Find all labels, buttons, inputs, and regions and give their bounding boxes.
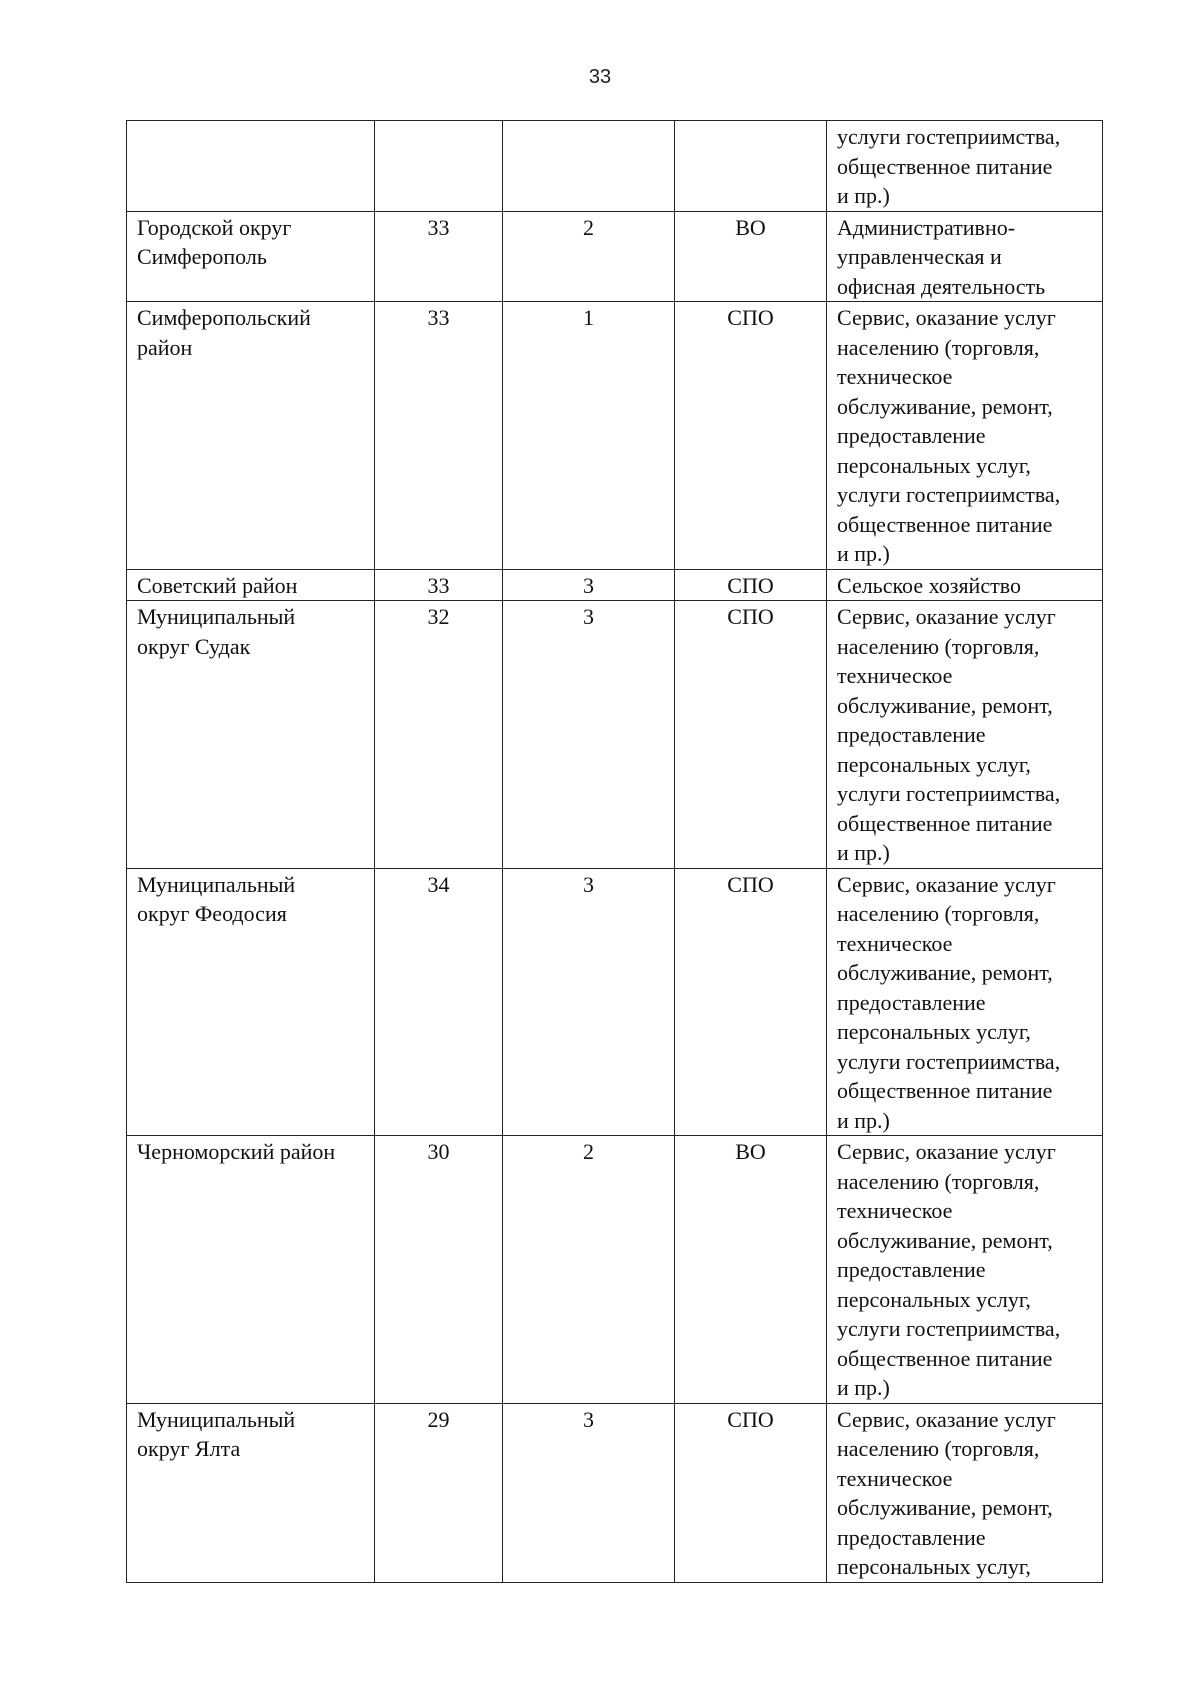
activity-line: услуги гостеприимства, bbox=[837, 482, 1061, 507]
activity-line: персональных услуг, bbox=[837, 452, 1031, 478]
cell-value-1: 34 bbox=[375, 868, 503, 1136]
table-row bbox=[127, 121, 1103, 212]
districts-table bbox=[126, 120, 1103, 1583]
table-row bbox=[127, 302, 1103, 570]
district-line: Муниципальный bbox=[137, 604, 296, 629]
table-row bbox=[127, 601, 1103, 869]
cell-value-1: 30 bbox=[375, 1136, 503, 1404]
district-line: Черноморский район bbox=[137, 1139, 336, 1164]
cell-value-1: 32 bbox=[375, 601, 503, 869]
cell-activity bbox=[827, 302, 1103, 570]
cell-district bbox=[127, 302, 375, 570]
activity-line: техническое bbox=[837, 663, 953, 688]
cell-education-level: СПО bbox=[675, 302, 827, 570]
cell-activity bbox=[827, 1136, 1103, 1404]
cell-value-1: 29 bbox=[375, 1403, 503, 1582]
table-row bbox=[127, 569, 1103, 601]
cell-district bbox=[127, 569, 375, 601]
cell-value-2: 1 bbox=[503, 302, 675, 570]
table-row bbox=[127, 211, 1103, 302]
activity-line: обслуживание, ремонт, bbox=[837, 1495, 1053, 1520]
cell-value-2: 3 bbox=[503, 1403, 675, 1582]
activity-line: обслуживание, ремонт, bbox=[837, 692, 1053, 718]
activity-line: населению (торговля, bbox=[837, 901, 1040, 926]
activity-line: Сервис, оказание услуг bbox=[837, 604, 1056, 629]
district-line: район bbox=[137, 334, 193, 360]
cell-education-level: ВО bbox=[675, 1136, 827, 1404]
activity-line: и пр.) bbox=[837, 840, 890, 865]
activity-line: и пр.) bbox=[837, 183, 890, 208]
cell-value-2: 2 bbox=[503, 1136, 675, 1404]
activity-line: офисная деятельность bbox=[837, 273, 1046, 299]
activity-line: обслуживание, ремонт, bbox=[837, 960, 1053, 985]
activity-line: Сельское хозяйство bbox=[837, 572, 1021, 598]
activity-line: предоставление bbox=[837, 423, 986, 448]
district-line: Городской округ bbox=[137, 214, 292, 240]
activity-line: обслуживание, ремонт, bbox=[837, 1227, 1053, 1253]
cell-value-1: 33 bbox=[375, 211, 503, 302]
cell-education-level: ВО bbox=[675, 211, 827, 302]
cell-value-2: 3 bbox=[503, 601, 675, 869]
activity-line: предоставление bbox=[837, 1257, 986, 1282]
cell-district bbox=[127, 601, 375, 869]
activity-line: общественное питание bbox=[837, 1345, 1053, 1371]
cell-district bbox=[127, 868, 375, 1136]
district-line: Советский район bbox=[137, 572, 298, 598]
activity-line: населению (торговля, bbox=[837, 1168, 1040, 1194]
activity-line: общественное питание bbox=[837, 511, 1053, 537]
cell-value-2 bbox=[503, 121, 675, 212]
activity-line: Административно- bbox=[837, 214, 1016, 240]
activity-line: населению (торговля, bbox=[837, 334, 1040, 360]
activity-line: услуги гостеприимства, bbox=[837, 781, 1061, 806]
cell-education-level: СПО bbox=[675, 601, 827, 869]
district-line: округ Ялта bbox=[137, 1436, 241, 1461]
activity-line: техническое bbox=[837, 364, 953, 389]
activity-line: услуги гостеприимства, bbox=[837, 1316, 1061, 1341]
activity-line: общественное питание bbox=[837, 810, 1053, 836]
activity-line: предоставление bbox=[837, 989, 986, 1015]
cell-activity bbox=[827, 601, 1103, 869]
district-line: округ Судак bbox=[137, 633, 251, 659]
activity-line: и пр.) bbox=[837, 1107, 890, 1133]
activity-line: и пр.) bbox=[837, 1375, 890, 1400]
table-body bbox=[127, 121, 1103, 1583]
cell-value-2: 2 bbox=[503, 211, 675, 302]
cell-education-level: СПО bbox=[675, 569, 827, 601]
activity-line: техническое bbox=[837, 1465, 953, 1491]
cell-education-level: СПО bbox=[675, 868, 827, 1136]
cell-value-2: 3 bbox=[503, 569, 675, 601]
district-line: Симферополь bbox=[137, 244, 267, 269]
district-line: Муниципальный bbox=[137, 871, 296, 897]
activity-line: персональных услуг, bbox=[837, 1286, 1031, 1312]
table-row bbox=[127, 868, 1103, 1136]
cell-district bbox=[127, 211, 375, 302]
activity-line: и пр.) bbox=[837, 541, 890, 566]
activity-line: общественное питание bbox=[837, 1078, 1053, 1103]
district-line: округ Феодосия bbox=[137, 901, 287, 926]
activity-line: предоставление bbox=[837, 722, 986, 747]
activity-line: услуги гостеприимства, bbox=[837, 124, 1061, 149]
cell-value-1: 33 bbox=[375, 569, 503, 601]
activity-line: персональных услуг, bbox=[837, 1019, 1031, 1044]
cell-activity bbox=[827, 1403, 1103, 1582]
activity-line: Сервис, оказание услуг bbox=[837, 1406, 1056, 1432]
table-row bbox=[127, 1136, 1103, 1404]
activity-line: Сервис, оказание услуг bbox=[837, 305, 1056, 330]
table-row bbox=[127, 1403, 1103, 1582]
district-line: Муниципальный bbox=[137, 1406, 296, 1432]
activity-line: услуги гостеприимства, bbox=[837, 1048, 1061, 1074]
activity-line: техническое bbox=[837, 1198, 953, 1223]
cell-activity bbox=[827, 569, 1103, 601]
activity-line: управленческая и bbox=[837, 244, 1002, 269]
cell-activity bbox=[827, 868, 1103, 1136]
activity-line: персональных услуг, bbox=[837, 751, 1031, 777]
cell-district bbox=[127, 1136, 375, 1404]
cell-district bbox=[127, 1403, 375, 1582]
cell-value-1: 33 bbox=[375, 302, 503, 570]
district-line: Симферопольский bbox=[137, 305, 311, 330]
activity-line: населению (торговля, bbox=[837, 1436, 1040, 1461]
activity-line: предоставление bbox=[837, 1524, 986, 1550]
activity-line: населению (торговля, bbox=[837, 633, 1040, 659]
activity-line: Сервис, оказание услуг bbox=[837, 871, 1056, 897]
cell-education-level bbox=[675, 121, 827, 212]
activity-line: техническое bbox=[837, 930, 953, 956]
activity-line: Сервис, оказание услуг bbox=[837, 1139, 1056, 1164]
cell-activity bbox=[827, 121, 1103, 212]
cell-education-level: СПО bbox=[675, 1403, 827, 1582]
activity-line: общественное питание bbox=[837, 153, 1053, 179]
cell-value-2: 3 bbox=[503, 868, 675, 1136]
cell-activity bbox=[827, 211, 1103, 302]
cell-value-1 bbox=[375, 121, 503, 212]
page-number: 33 bbox=[588, 66, 612, 88]
cell-district bbox=[127, 121, 375, 212]
activity-line: персональных услуг, bbox=[837, 1554, 1031, 1579]
activity-line: обслуживание, ремонт, bbox=[837, 393, 1053, 419]
